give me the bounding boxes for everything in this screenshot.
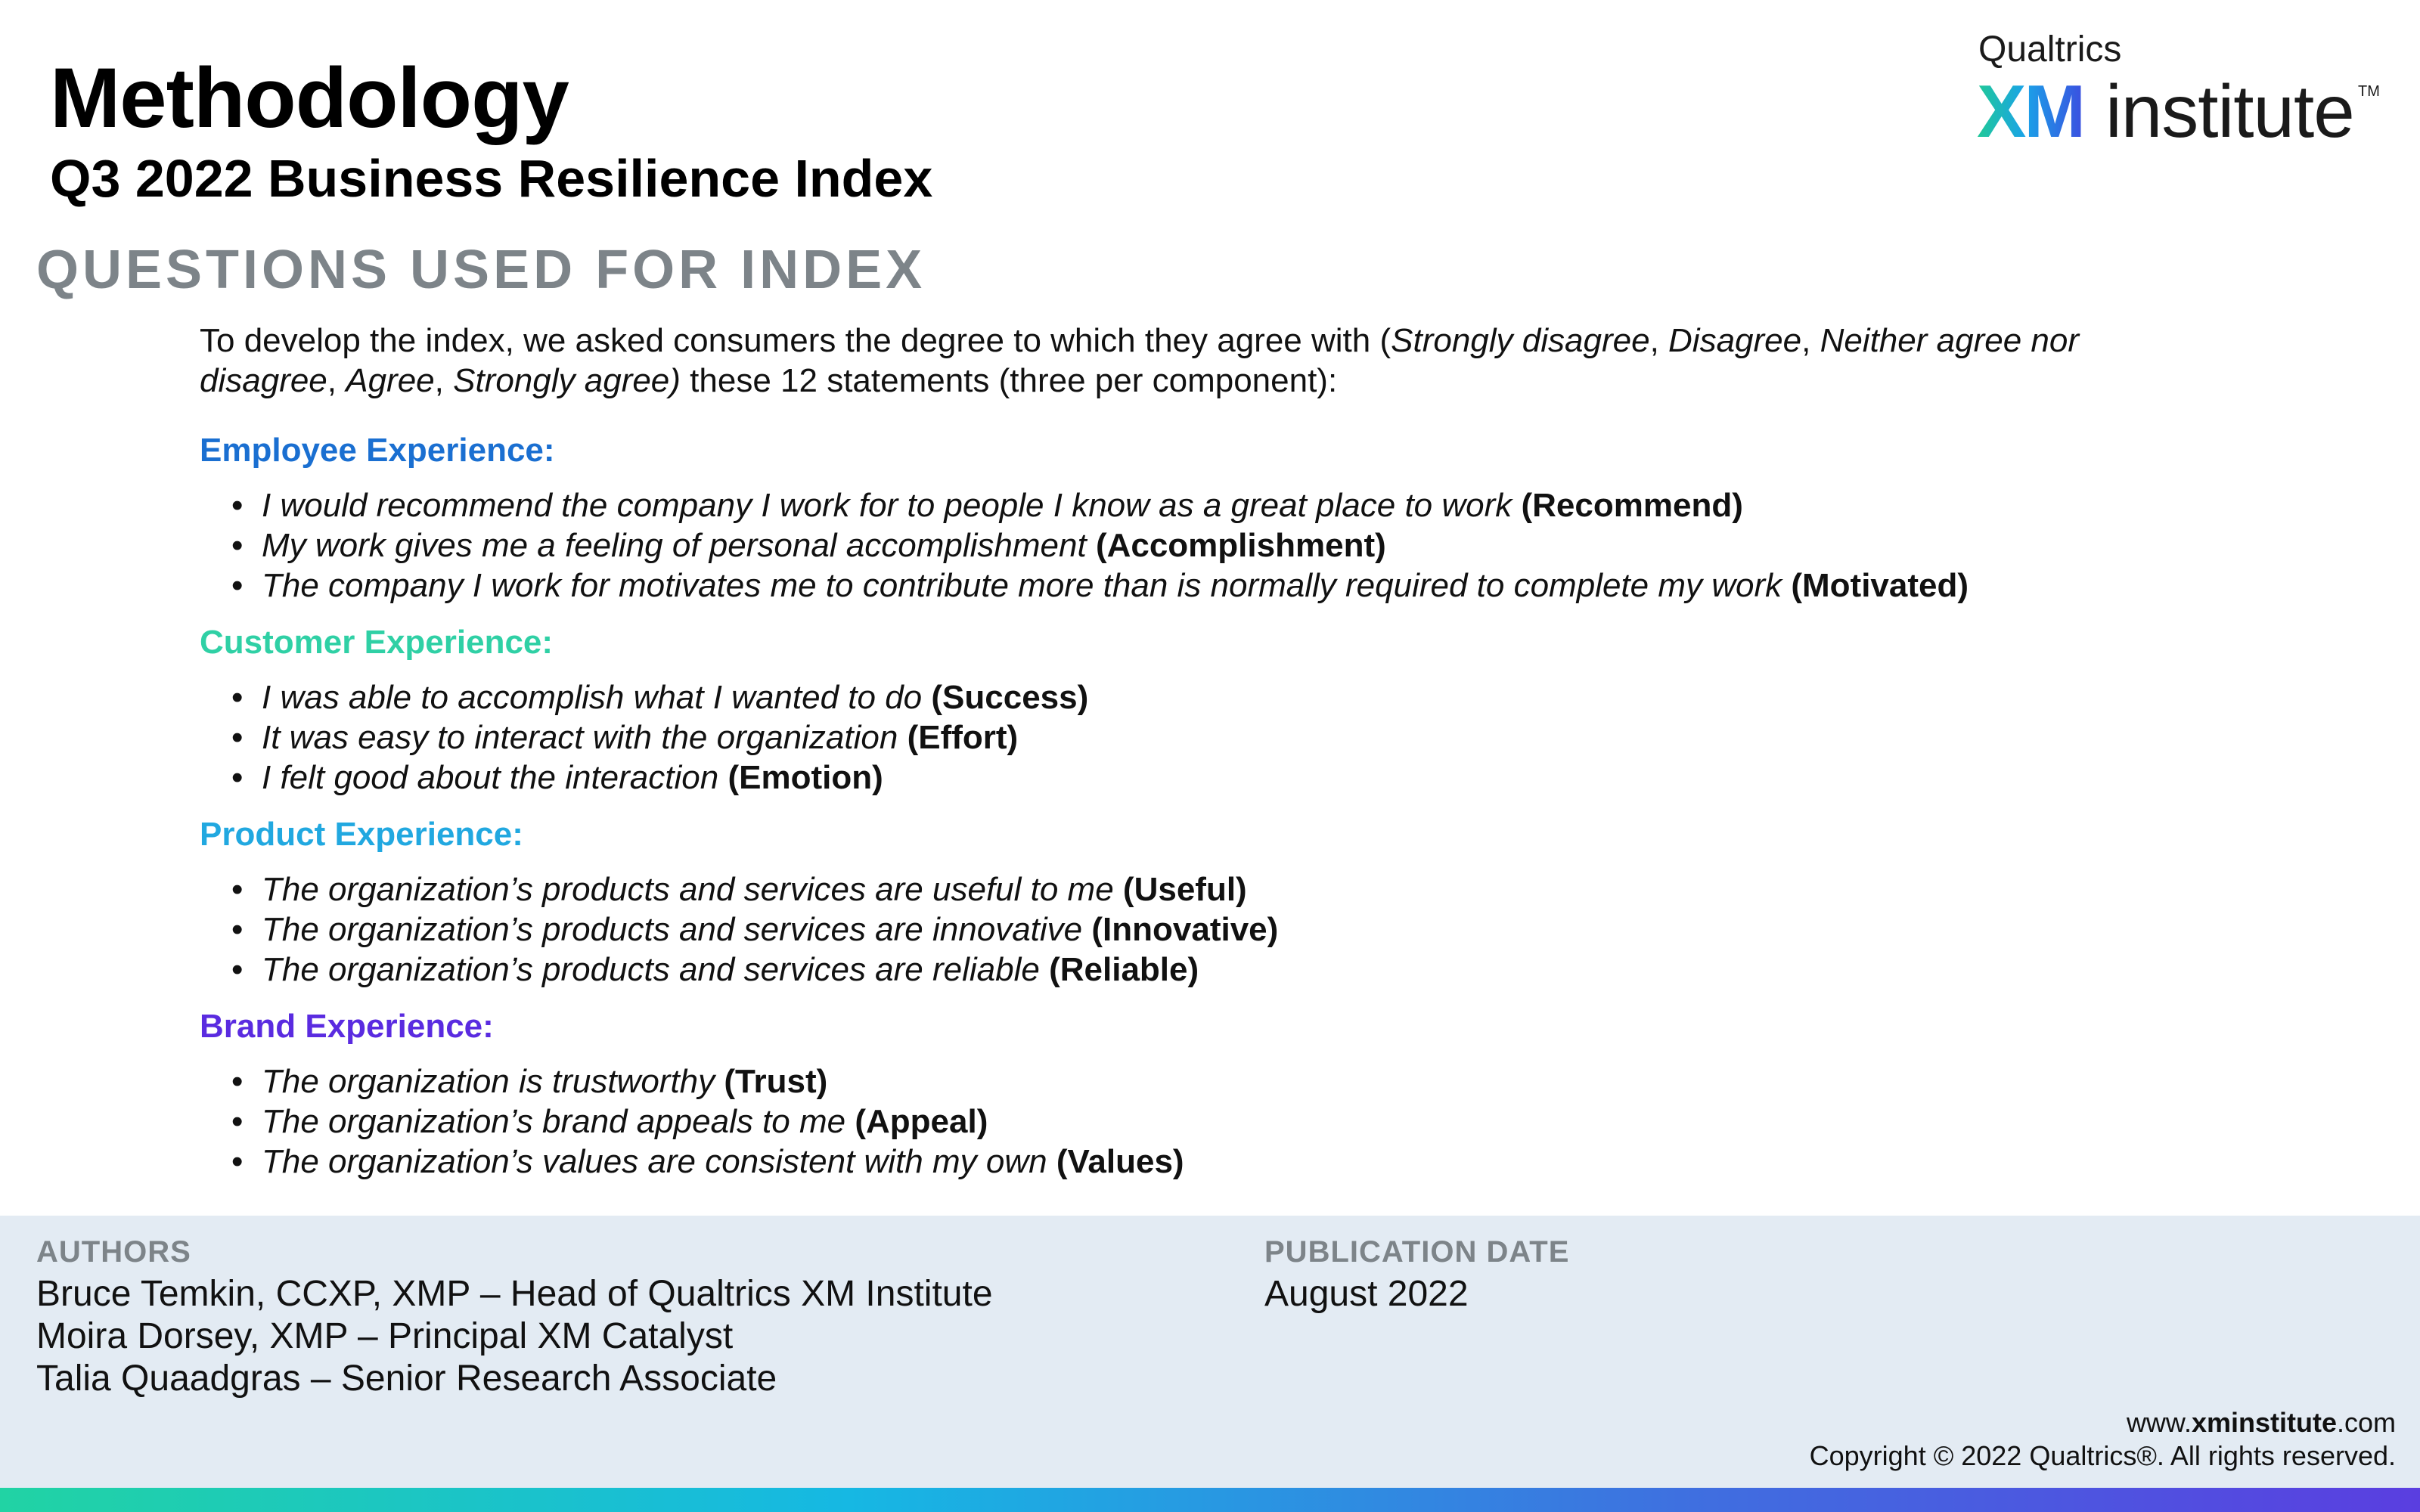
statement-tag: (Innovative) <box>1091 911 1279 948</box>
statement-text: The organization’s products and services are reliable <box>262 951 1040 988</box>
intro-separator: , <box>1649 322 1669 359</box>
list-item <box>200 909 1278 950</box>
publication-date-label: PUBLICATION DATE <box>1264 1235 1570 1269</box>
logo-xm-text: XM <box>1977 70 2083 153</box>
option-agree: Agree <box>346 362 435 399</box>
option-disagree: Disagree <box>1668 322 1802 359</box>
footer-panel <box>0 1216 2420 1488</box>
list-item <box>200 565 1969 606</box>
statement-tag: (Effort) <box>907 719 1019 756</box>
list-item <box>200 950 1278 990</box>
logo-trademark: TM <box>2358 83 2380 100</box>
list-item <box>200 1142 1184 1182</box>
category-label-product: Product Experience: <box>200 816 523 853</box>
copyright-notice: Copyright © 2022 Qualtrics®. All rights reserved. <box>1809 1440 2396 1471</box>
authors-list <box>36 1273 993 1400</box>
page-title: Methodology <box>50 51 569 145</box>
option-strongly-agree: Strongly agree) <box>453 362 681 399</box>
statement-text: My work gives me a feeling of personal accomplishment <box>262 527 1087 564</box>
customer-statement-list <box>200 677 1088 798</box>
category-label-employee: Employee Experience: <box>200 432 555 469</box>
statement-text: The organization’s products and services are innovative <box>262 911 1083 948</box>
intro-text-end: these 12 statements (three per component): <box>680 362 1338 399</box>
author-line: Moira Dorsey, XMP – Principal XM Catalyst <box>36 1316 734 1356</box>
option-strongly-disagree: Strongly disagree <box>1391 322 1650 359</box>
statement-text: The company I work for motivates me to contribute more than is normally required to complete my work <box>262 567 1782 604</box>
list-item <box>200 717 1088 758</box>
statement-tag: (Emotion) <box>728 759 883 796</box>
option-neither: Neither agree nor disagree <box>200 322 2079 399</box>
list-item <box>200 1061 1184 1101</box>
intro-text-start: To develop the index, we asked consumers the degree to which they agree with ( <box>200 322 1392 359</box>
authors-label: AUTHORS <box>36 1235 191 1269</box>
statement-text: I felt good about the interaction <box>262 759 719 796</box>
brand-statement-list <box>200 1061 1184 1182</box>
statement-text: The organization’s products and services are useful to me <box>262 871 1114 908</box>
statement-text: I would recommend the company I work for to people I know as a great place to work <box>262 487 1512 524</box>
intro-paragraph <box>200 321 2136 401</box>
statement-tag: (Recommend) <box>1521 487 1743 524</box>
list-item <box>200 869 1278 909</box>
statement-text: The organization is trustworthy <box>262 1063 715 1100</box>
list-item <box>200 485 1969 525</box>
website-link[interactable] <box>2127 1406 2396 1439</box>
statement-tag: (Trust) <box>724 1063 828 1100</box>
website-suffix: .com <box>2336 1407 2396 1438</box>
brand-gradient-bar <box>0 1488 2420 1512</box>
list-item <box>200 1101 1184 1142</box>
product-statement-list <box>200 869 1278 990</box>
intro-separator: , <box>1801 322 1820 359</box>
statement-text: The organization’s brand appeals to me <box>262 1103 846 1140</box>
statement-text: The organization’s values are consistent with my own <box>262 1143 1047 1180</box>
website-domain: xminstitute <box>2191 1407 2337 1438</box>
statement-text: I was able to accomplish what I wanted to do <box>262 679 923 716</box>
statement-tag: (Values) <box>1056 1143 1184 1180</box>
author-line: Bruce Temkin, CCXP, XMP – Head of Qualtrics XM Institute <box>36 1274 993 1314</box>
intro-separator: , <box>434 362 454 399</box>
statement-tag: (Reliable) <box>1049 951 1199 988</box>
list-item <box>200 677 1088 717</box>
section-heading: QUESTIONS USED FOR INDEX <box>36 240 926 300</box>
author-line: Talia Quaadgras – Senior Research Associate <box>36 1359 777 1399</box>
employee-statement-list <box>200 485 1969 606</box>
statement-tag: (Motivated) <box>1791 567 1969 604</box>
statement-tag: (Useful) <box>1122 871 1247 908</box>
page-subtitle: Q3 2022 Business Resilience Index <box>50 149 933 208</box>
list-item <box>200 525 1969 565</box>
statement-text: It was easy to interact with the organization <box>262 719 898 756</box>
qualtrics-xm-institute-logo <box>1977 29 2380 153</box>
logo-institute-text: institute <box>2105 70 2354 153</box>
category-label-customer: Customer Experience: <box>200 624 554 661</box>
website-prefix: www. <box>2126 1407 2192 1438</box>
logo-qualtrics-text: Qualtrics <box>1978 29 2122 70</box>
publication-date: August 2022 <box>1264 1274 1469 1314</box>
list-item <box>200 758 1088 798</box>
intro-separator: , <box>327 362 346 399</box>
statement-tag: (Appeal) <box>855 1103 988 1140</box>
category-label-brand: Brand Experience: <box>200 1008 494 1045</box>
statement-tag: (Accomplishment) <box>1095 527 1386 564</box>
statement-tag: (Success) <box>931 679 1089 716</box>
